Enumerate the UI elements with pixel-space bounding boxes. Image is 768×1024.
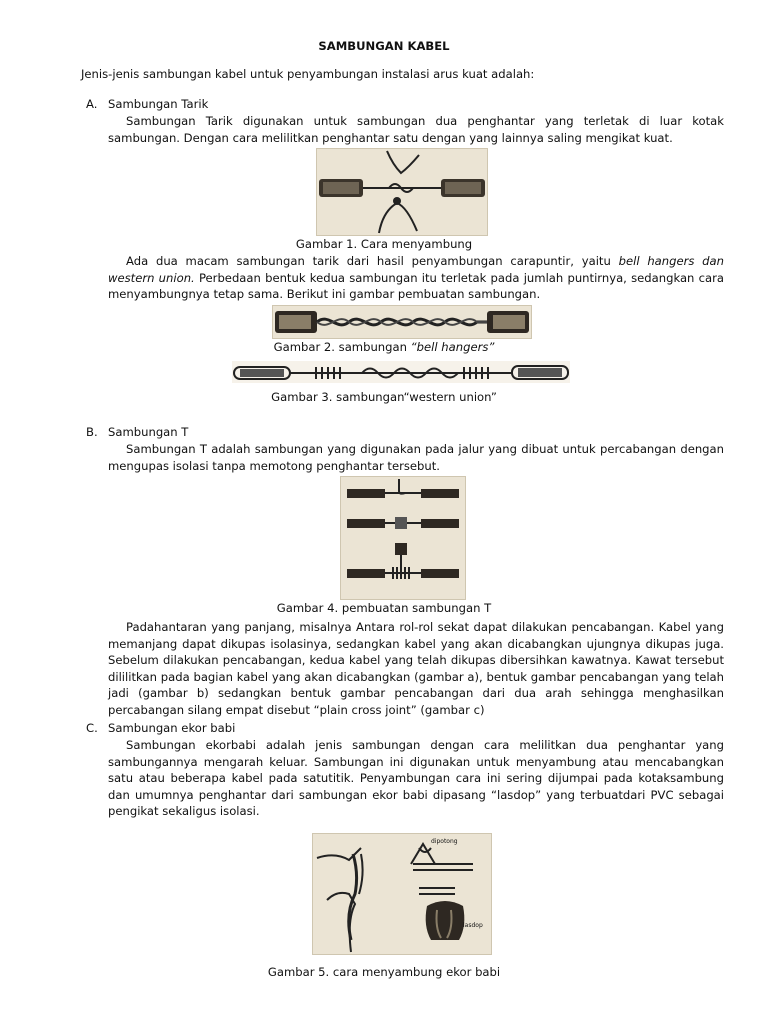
figure-5-label-lasdop: lasdop (463, 922, 483, 929)
figure-1-image (316, 148, 488, 236)
caption-text: Gambar 2. sambungan (273, 340, 411, 354)
figure-5-caption: Gambar 5. cara menyambung ekor babi (267, 965, 501, 979)
figure-5-image (312, 833, 492, 955)
intro-text: Jenis-jenis sambungan kabel untuk penyambungan instalasi arus kuat adalah: (81, 67, 535, 81)
section-b-heading (86, 424, 686, 441)
figure-3-caption: Gambar 3. sambungan“western union” (271, 390, 497, 404)
section-letter: A. (86, 97, 98, 111)
section-a-paragraph-2 (108, 253, 724, 303)
section-title: Sambungan ekor babi (108, 721, 236, 735)
section-a-heading (86, 96, 686, 113)
figure-4-caption: Gambar 4. pembuatan sambungan T (276, 601, 492, 615)
section-a-paragraph-1: Sambungan Tarik digunakan untuk sambungan dua penghantar yang terletak di luar kotak sambungan. Dengan cara melilitkan penghantar satu dengan yang lainnya saling mengikat kuat. (108, 114, 724, 145)
section-b-paragraph-1: Sambungan T adalah sambungan yang digunakan pada jalur yang dibuat untuk percabangan dengan mengupas isolasi tanpa memotong penghantar tersebut. (108, 442, 724, 473)
figure-2-caption (0, 339, 768, 356)
section-c-paragraph-1: Sambungan ekorbabi adalah jenis sambungan dengan cara melilitkan dua penghantar yang sambungannya mengarah keluar. Sambungan ini digunakan untuk menyambung atau mencabangkan satu atau beberapa kabel pada satutitik. Penyambungan cara ini sering dijumpai pada kotaksambung dan umumnya penghantar dari sambungan ekor babi dipasang “lasdop” yang terbuatdari PVC sebagai pengikat sekaligus isolasi. (108, 738, 724, 819)
page-title: SAMBUNGAN KABEL (318, 39, 450, 53)
section-letter: B. (86, 425, 98, 439)
figure-5-label-dipotong: dipotong (431, 838, 458, 845)
figure-1-caption: Gambar 1. Cara menyambung (295, 237, 473, 251)
figure-3-image (232, 361, 570, 383)
section-c-heading (86, 720, 686, 737)
paragraph-emphasis: bell hangers dan western union. (108, 254, 724, 285)
section-letter: C. (86, 721, 98, 735)
caption-emphasis: “bell hangers” (410, 340, 495, 354)
section-b-paragraph-2: Padahantaran yang panjang, misalnya Antara rol-rol sekat dapat dilakukan pencabangan. Kabel yang memanjang dapat dikupas isolasinya, sedangkan kabel yang akan dicabangkan ujungnya dikupas juga. Sebelum dilakukan pencabangan, kedua kabel yang telah dikupas dibersihkan kawatnya. Kawat tersebut dililitkan pada bagian kabel yang akan dicabangkan (gambar a), bentuk gambar pencabangan yang telah jadi (gambar b) sedangkan bentuk gambar pencabangan dari dua arah sehingga menghasilkan percabangan silang empat disebut “plain cross joint” (gambar c) (108, 620, 724, 717)
paragraph-text: Ada dua macam sambungan tarik dari hasil penyambungan carapuntir, yaitu (126, 254, 619, 268)
section-title: Sambungan T (108, 425, 189, 439)
figure-4-image (340, 476, 466, 600)
figure-2-image (272, 305, 532, 339)
section-title: Sambungan Tarik (108, 97, 209, 111)
paragraph-text: Perbedaan bentuk kedua sambungan itu terletak pada jumlah puntirnya, sedangkan cara menyambungnya tetap sama. Berikut ini gambar pembuatan sambungan. (108, 270, 724, 302)
